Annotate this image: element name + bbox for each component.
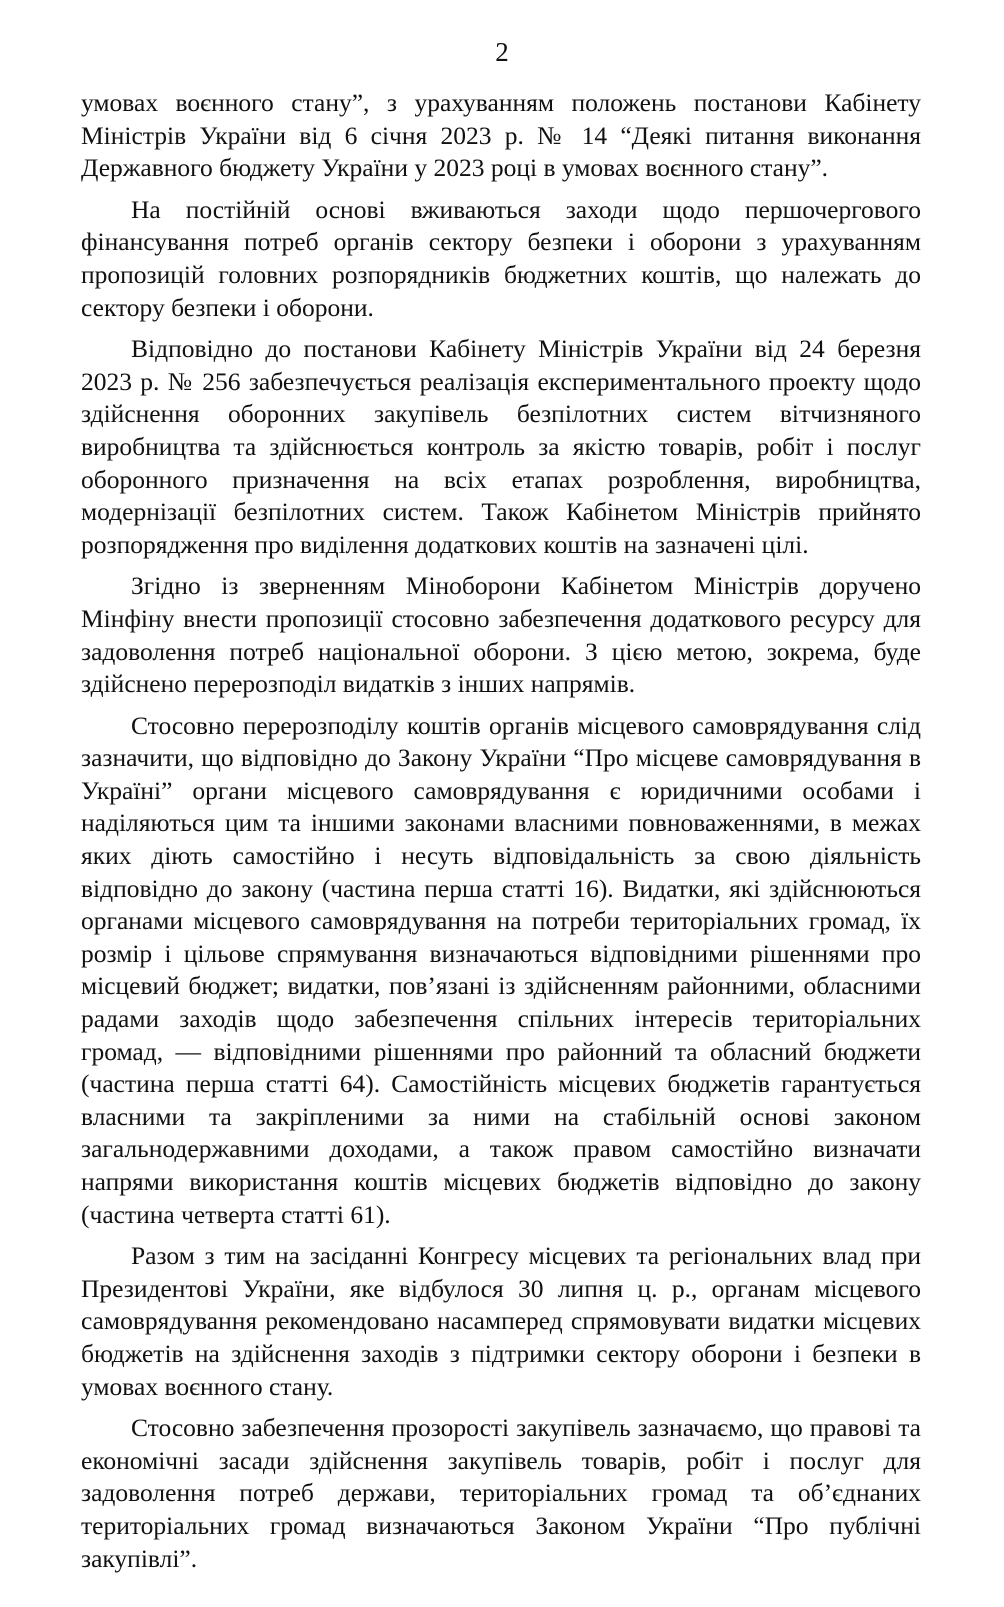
paragraph-priority-financing: На постійній основі вживаються заходи щодо першочергового фінансування потреб органів сектору безпеки і оборони з урахуванням пропозицій головних розпорядників бюджетних коштів, що належать до сектору безпеки і оборони. [81,194,921,322]
paragraph-procurement-transparency: Стосовно забезпечення прозорості закупівель зазначаємо, що правові та економічні засади здійснення закупівель товарів, робіт і послуг для задоволення потреб держави, територіальних громад та об’єднаних територіальних громад визначаються Законом України “Про публічні закупівлі”. [81,1413,921,1573]
paragraph-minfin-instruction: Згідно із зверненням Міноборони Кабінетом Міністрів доручено Мінфіну внести пропозиції стосовно забезпечення додаткового ресурсу для задоволення потреб національної оборони. З цією метою, зокрема, буде здійснено перерозподіл видатків з інших напрямів. [81,571,921,699]
page-number: 2 [495,37,509,67]
paragraph-congress-recommendation: Разом з тим на засіданні Конгресу місцевих та регіональних влад при Президентові України, яке відбулося 30 липня ц. р., органам місцевого самоврядування рекомендовано насамперед спрямовувати видатки місцевих бюджетів на здійснення заходів з підтримки сектору оборони і безпеки в умовах воєнного стану. [81,1241,921,1401]
paragraph-local-self-government: Стосовно перерозподілу коштів органів місцевого самоврядування слід зазначити, що відповідно до Закону України “Про місцеве самоврядування в Україні” органи місцевого самоврядування є юридичними особами і наділяються цим та іншими законами власними повноваженнями, в межах яких діють самостійно і несуть відповідальність за свою діяльність відповідно до закону (частина перша статті 16). Видатки, які здійснюються органами місцевого самоврядування на потреби територіальних громад, їх розмір і цільове спрямування визначаються відповідними рішеннями про місцевий бюджет; видатки, пов’язані із здійсненням районними, обласними радами заходів щодо забезпечення спільних інтересів територіальних громад, — відповідними рішеннями про районний та обласний бюджети (частина перша статті 64). Самостійність місцевих бюджетів гарантується власними та закріпленими за ними на стабільній основі законом загальнодержавними доходами, а також правом самостійно визначати напрями використання коштів місцевих бюджетів відповідно до закону (частина четверта статті 61). [81,710,921,1229]
document-body [81,87,921,1584]
paragraph-unmanned-systems: Відповідно до постанови Кабінету Міністрів України від 24 березня 2023 р. № 256 забезпечується реалізація експериментального проекту щодо здійснення оборонних закупівель безпілотних систем вітчизняного виробництва та здійснюється контроль за якістю товарів, робіт і послуг оборонного призначення на всіх етапах розроблення, виробництва, модернізації безпілотних систем. Також Кабінетом Міністрів прийнято розпорядження про виділення додаткових коштів на зазначені цілі. [81,334,921,559]
paragraph-continuation: умовах воєнного стану”, з урахуванням положень постанови Кабінету Міністрів України від 6 січня 2023 р. № 14 “Деякі питання виконання Державного бюджету України у 2023 році в умовах воєнного стану”. [81,88,921,183]
